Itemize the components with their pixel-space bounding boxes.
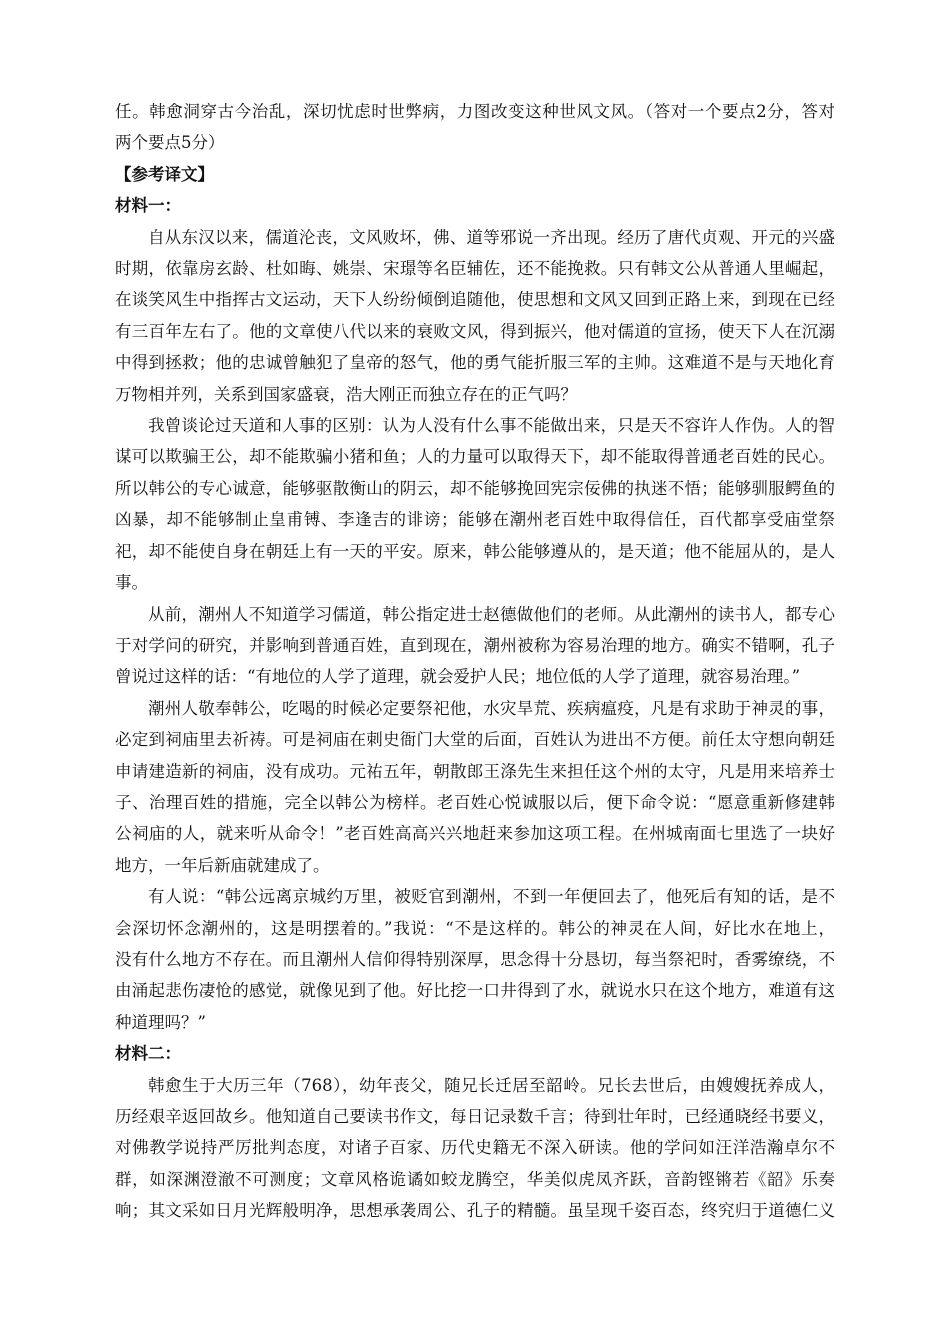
text-line: 没有什么地方不存在。而且潮州人信仰得特别深厚，思念得十分恳切，每当祭祀时，香雾缭绕，不 <box>115 949 835 969</box>
text-line: 中得到拯救；他的忠诚曾触犯了皇帝的怒气，他的勇气能折服三军的主帅。这难道不是与天地化育 <box>115 353 835 373</box>
material-two-section <box>115 1038 835 1226</box>
text-line: 祀，却不能使自身在朝廷上有一天的平安。原来，韩公能够遵从的，是天道；他不能屈从的，是人 <box>115 541 835 561</box>
intro-text <box>115 96 835 159</box>
text-line: 会深切怀念潮州的，这是明摆着的。”我说：“不是这样的。韩公的神灵在人间，好比水在地上， <box>115 918 835 938</box>
material-one-section <box>115 190 835 1038</box>
text-line: 潮州人敬奉韩公，吃喝的时候必定要祭祀他，水灾旱荒、疾病瘟疫，凡是有求助于神灵的事， <box>148 698 835 718</box>
text-line: 曾说过这样的话：“有地位的人学了道理，就会爱护人民；地位低的人学了道理，就容易治理。” <box>115 667 801 687</box>
text-line: 于对学问的研究，并影响到普通百姓，直到现在，潮州被称为容易治理的地方。确实不错啊，孔子 <box>115 635 835 655</box>
text-line: 两个要点5分） <box>115 133 225 153</box>
text-line: 谋可以欺骗王公，却不能欺骗小猪和鱼；人的力量可以取得天下，却不能取得普通老百姓的民心。 <box>115 447 835 467</box>
text-line: 凶暴，却不能够制止皇甫镈、李逢吉的诽谤；能够在潮州老百姓中取得信任，百代都享受庙堂祭 <box>115 510 835 530</box>
text-line: 公祠庙的人，就来听从命令！”老百姓高高兴兴地赶来参加这项工程。在州城南面七里选了一块好 <box>115 824 835 844</box>
text-line: 在谈笑风生中指挥古文运动，天下人纷纷倾倒追随他，使思想和文风又回到正路上来，到现在已经 <box>115 290 835 310</box>
text-line: 子、治理百姓的措施，完全以韩公为榜样。老百姓心悦诚服以后，便下命令说：“愿意重新修建韩 <box>115 792 835 812</box>
text-line: 任。韩愈洞穿古今治乱，深切忧虑时世弊病，力图改变这种世风文风。（答对一个要点2分，答对 <box>115 102 835 121</box>
text-line: 有人说：“韩公远离京城约万里，被贬官到潮州，不到一年便回去了，他死后有知的话，是不 <box>148 887 835 907</box>
material-two-heading: 材料二： <box>115 1044 181 1064</box>
reference-translation-heading: 【参考译文】 <box>115 164 214 184</box>
text-line: 从前，潮州人不知道学习儒道，韩公指定进士赵德做他们的老师。从此潮州的读书人，都专心 <box>148 604 835 624</box>
text-line: 所以韩公的专心诚意，能够驱散衡山的阴云，却不能够挽回宪宗佞佛的执迷不悟；能够驯服鳄鱼的 <box>115 478 835 498</box>
paragraph <box>115 222 835 410</box>
text-line: 申请建造新的祠庙，没有成功。元祐五年，朝散郎王涤先生来担任这个州的太守，凡是用来培养士 <box>115 761 835 781</box>
text-line: 事。 <box>115 573 148 593</box>
document-page <box>115 96 835 1227</box>
paragraph <box>115 1070 835 1227</box>
text-line: 群，如深渊澄澈不可测度；文章风格诡谲如蛟龙腾空，华美似虎凤齐跃，音韵铿锵若《韶》乐奏 <box>115 1169 835 1189</box>
text-line: 地方，一年后新庙就建成了。 <box>115 855 330 875</box>
text-line: 我曾谈论过天道和人事的区别：认为人没有什么事不能做出来，只是天不容许人作伪。人的智 <box>148 416 835 436</box>
text-line: 自从东汉以来，儒道沦丧，文风败坏，佛、道等邪说一齐出现。经历了唐代贞观、开元的兴盛 <box>148 227 835 247</box>
material-one-heading: 材料一： <box>115 196 181 216</box>
text-line: 万物相并列，关系到国家盛衰，浩大刚正而独立存在的正气吗？ <box>115 384 577 404</box>
text-line: 种道理吗？” <box>115 1012 206 1032</box>
text-line: 历经艰辛返回故乡。他知道自己要读书作文，每日记录数千言；待到壮年时，已经通晓经书要义， <box>115 1107 835 1126</box>
paragraph <box>115 693 835 881</box>
text-line: 对佛教学说持严厉批判态度，对诸子百家、历代史籍无不深入研读。他的学问如汪洋浩瀚卓尔不 <box>115 1138 835 1158</box>
paragraph <box>115 881 835 1038</box>
text-line: 时期，依靠房玄龄、杜如晦、姚崇、宋璟等名臣辅佐，还不能挽救。只有韩文公从普通人里崛起， <box>115 259 835 279</box>
text-line: 有三百年左右了。他的文章使八代以来的衰败文风，得到振兴，他对儒道的宣扬，使天下人在沉溺 <box>115 321 835 341</box>
text-line: 响；其文采如日月光辉般明净，思想承袭周公、孔子的精髓。虽呈现千姿百态，终究归于道德仁义 <box>115 1201 835 1221</box>
text-line: 必定到祠庙里去祈祷。可是祠庙在刺史衙门大堂的后面，百姓认为进出不方便。前任太守想向朝廷 <box>115 730 835 750</box>
text-line: 韩愈生于大历三年（768），幼年丧父，随兄长迁居至韶岭。兄长去世后，由嫂嫂抚养成人， <box>148 1075 835 1095</box>
text-line: 由涌起悲伤凄怆的感觉，就像见到了他。好比挖一口井得到了水，就说水只在这个地方，难道有这 <box>115 981 835 1001</box>
paragraph <box>115 599 835 693</box>
paragraph <box>115 410 835 598</box>
